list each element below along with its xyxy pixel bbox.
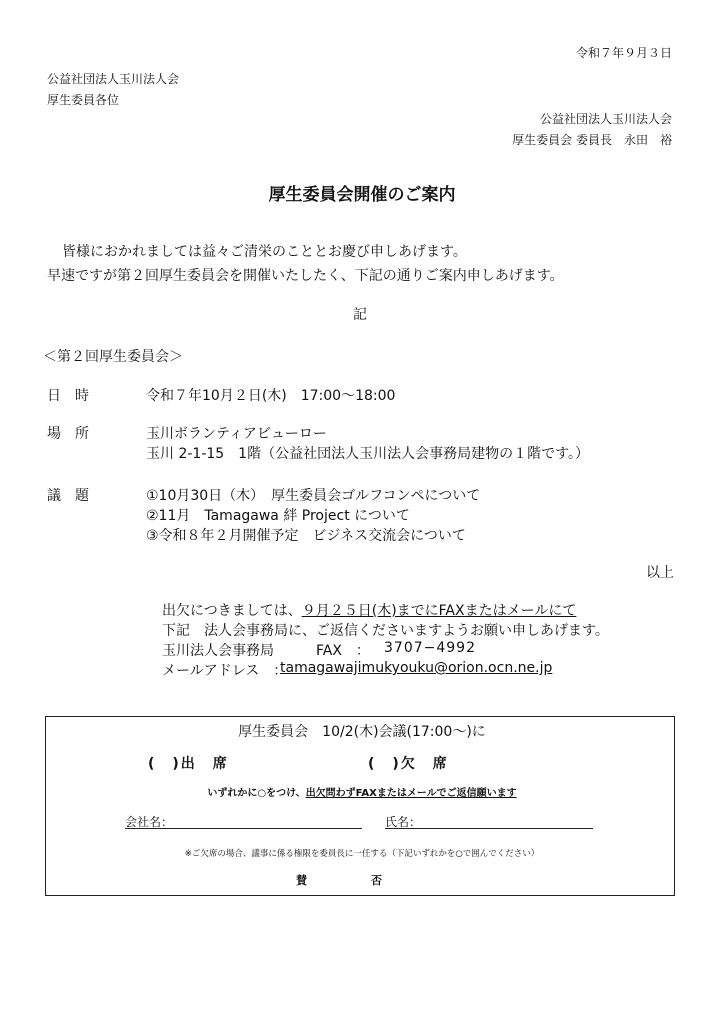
agenda-item: ②11月 Tamagawa 絆 Project について [146, 508, 410, 524]
reply-form [45, 716, 675, 896]
approve-option[interactable]: 賛 [296, 874, 307, 887]
greeting-line-2: 早速ですが第２回厚生委員会を開催いたしたく、下記の通りご案内申しあげます。 [47, 268, 564, 284]
reject-option[interactable]: 否 [371, 874, 382, 887]
recipient: 厚生委員各位 [47, 93, 120, 107]
document-date: 令和７年９月３日 [575, 46, 672, 60]
ijou-label: 以上 [646, 565, 674, 581]
attend-option[interactable]: ( )出 席 [148, 756, 229, 772]
mail-label: メールアドレス ： [162, 663, 288, 679]
form-instruction [0, 784, 724, 799]
greeting-line-1: 皆様におかれましては益々ご清栄のこととお慶び申しあげます。 [62, 244, 467, 260]
meeting-heading: ＜第２回厚生委員会＞ [43, 349, 183, 365]
page-title: 厚生委員会開催のご案内 [268, 185, 456, 205]
form-instruction-prefix: いずれかに○をつけ、 [207, 788, 306, 799]
reply-deadline: ９月２５日(木)までにFAXまたはメールにて [301, 603, 577, 619]
place-label: 場 所 [47, 426, 89, 442]
ki-label: 記 [353, 307, 367, 323]
reply-line-1 [162, 600, 576, 620]
absent-option[interactable]: ( )欠 席 [368, 756, 449, 772]
agenda-item: ①10月30日（木） 厚生委員会ゴルフコンペについて [146, 488, 481, 504]
name-field[interactable] [385, 828, 593, 829]
company-field[interactable] [125, 828, 362, 829]
reply-line-2: 下記 法人会事務局に、ご返信くださいますようお願い申しあげます。 [162, 623, 609, 639]
form-heading: 厚生委員会 10/2(木)会議(17:00～)に [238, 724, 486, 740]
agenda-label: 議 題 [47, 488, 89, 504]
datetime-label: 日 時 [47, 388, 89, 404]
recipient-org: 公益社団法人玉川法人会 [47, 72, 180, 86]
place-line-2: 玉川 2-1-15 1階（公益社団法人玉川法人会事務局建物の１階です。） [146, 446, 589, 462]
place-line-1: 玉川ボランティアビューロー [146, 426, 327, 442]
fax-number: 3707−4992 [384, 640, 476, 656]
datetime-value: 令和７年10月２日(木) 17:00～18:00 [146, 388, 396, 404]
form-instruction-underlined: 出欠問わずFAXまたはメールでご返信願います [305, 788, 517, 799]
office-name: 玉川法人会事務局 [162, 643, 274, 659]
reply-line-1-prefix: 出欠につきましては、 [162, 603, 302, 619]
mail-address-link[interactable]: tamagawajimukyouku@orion.ocn.ne.jp [280, 660, 553, 676]
sender-org: 公益社団法人玉川法人会 [539, 112, 672, 126]
agenda-item: ③令和８年２月開催予定 ビジネス交流会について [146, 528, 466, 544]
proxy-note: ※ご欠席の場合、議事に係る権限を委員長に一任する（下記いずれかを○で囲んでください） [184, 849, 540, 859]
sender: 厚生委員会 委員長 永田 裕 [512, 133, 672, 147]
fax-label: FAX ： [316, 643, 370, 659]
name-label: 氏名： [385, 815, 422, 829]
company-label: 会社名： [125, 815, 174, 829]
